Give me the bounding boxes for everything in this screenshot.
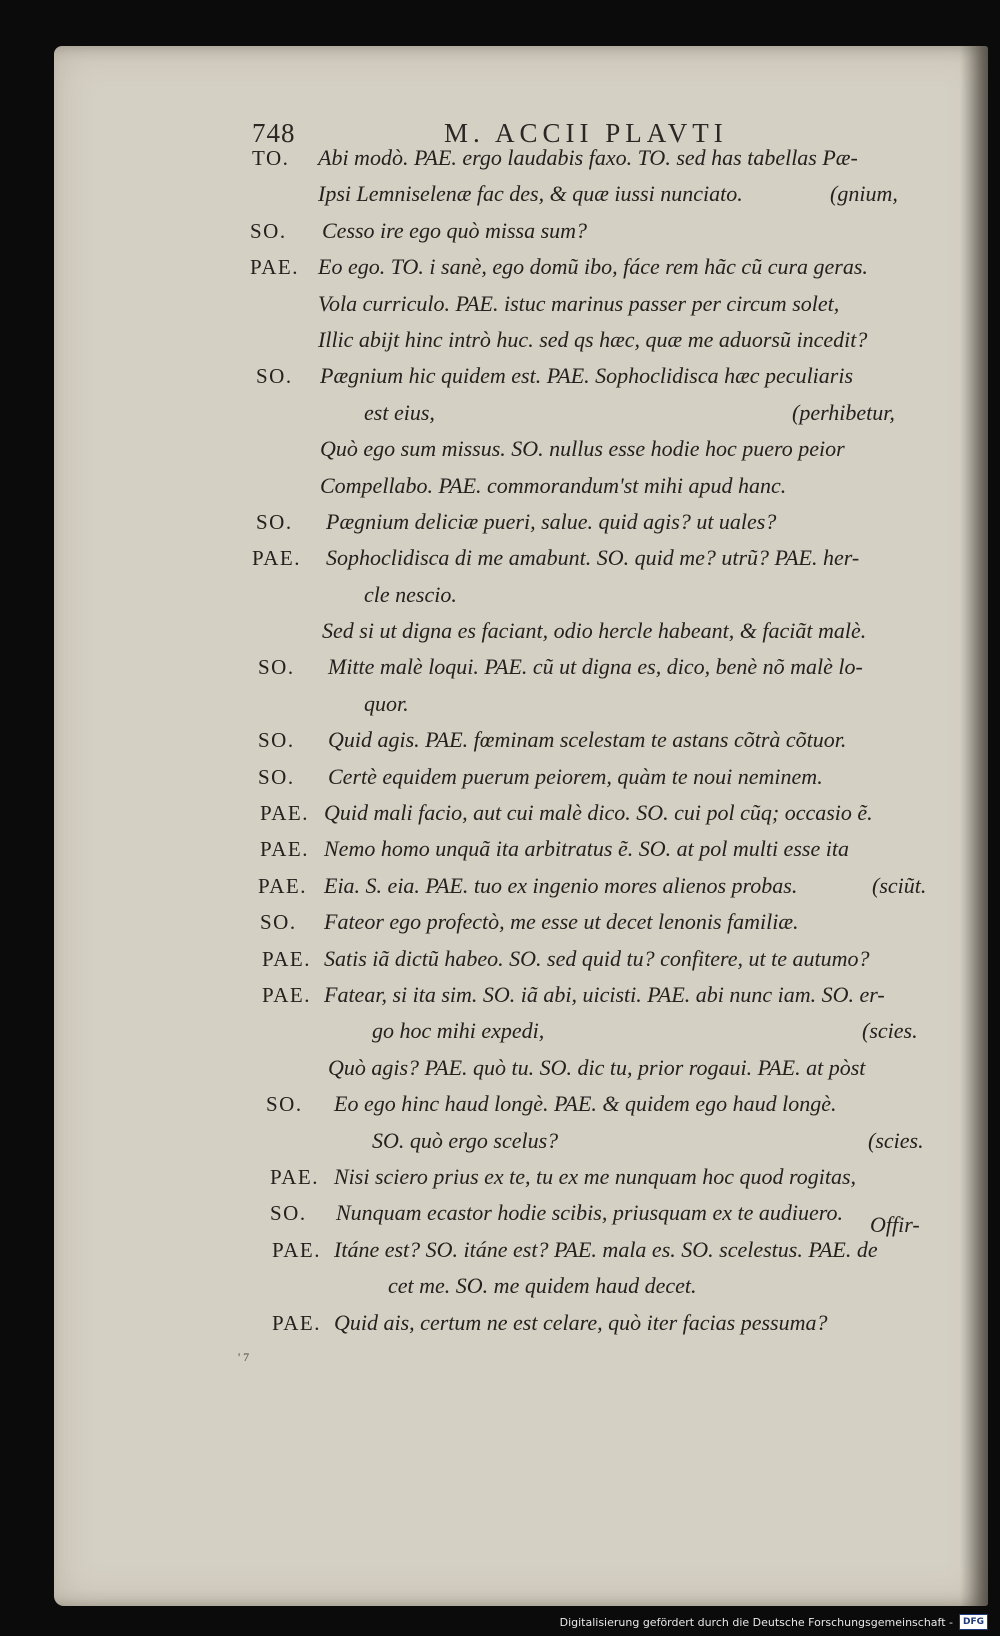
speaker-label: SO.: [258, 764, 295, 789]
speaker-label: PAE.: [258, 873, 307, 898]
dfg-logo: DFG: [959, 1614, 988, 1630]
text-line: [0, 1305, 1000, 1341]
speaker-label: PAE.: [260, 801, 309, 826]
funding-note: Digitalisierung gefördert durch die Deutsche Forschungsgemeinschaft -: [559, 1615, 953, 1629]
turnover-word: (scies.: [862, 1018, 918, 1044]
turnover-word: (scies.: [868, 1127, 924, 1153]
catchword: Offir-: [870, 1212, 920, 1237]
speaker-label: TO.: [252, 146, 290, 170]
text-line: [0, 1232, 1000, 1268]
verse-text: Nemo homo unquã ita arbitratus ẽ. SO. at pol multi esse ita: [324, 836, 849, 862]
running-title: M. ACCII PLAVTI: [444, 118, 728, 148]
text-line: [0, 1086, 1000, 1122]
verse-text: Compellabo. PAE. commorandum'st mihi apud hanc.: [320, 472, 787, 498]
text-line: [0, 249, 1000, 285]
speaker-label: PAE.: [262, 946, 311, 971]
verse-text: SO. quò ergo scelus?: [372, 1127, 559, 1153]
verse-text: Quid ais, certum ne est celare, quò iter facias pessuma?: [334, 1309, 828, 1335]
text-line: [0, 1050, 1000, 1086]
text-line: [0, 1159, 1000, 1195]
verse-text: Sed si ut digna es faciant, odio hercle habeant, & faciãt malè.: [322, 618, 867, 644]
verse-text: Eo ego hinc haud longè. PAE. & quidem ego haud longè.: [334, 1091, 837, 1117]
verse-text: Satis iã dictũ habeo. SO. sed quid tu? confitere, ut te autumo?: [324, 945, 870, 971]
text-line: [0, 286, 1000, 322]
text-line: [0, 1195, 1000, 1231]
verse-text: Nunquam ecastor hodie scibis, priusquam ex te audiuero.: [336, 1200, 843, 1226]
text-line: [0, 1013, 1000, 1049]
verse-text: Certè equidem puerum peiorem, quàm te noui neminem.: [328, 763, 823, 789]
text-line: [0, 577, 1000, 613]
verse-text: cle nescio.: [364, 581, 457, 607]
speaker-label: SO.: [260, 910, 297, 935]
turnover-word: (gnium,: [830, 181, 898, 207]
speaker-label: PAE.: [272, 1310, 321, 1335]
speaker-label: PAE.: [262, 982, 311, 1007]
verse-text: Pægnium hic quidem est. PAE. Sophoclidisca hæc peculiaris: [320, 363, 854, 389]
speaker-label: SO.: [270, 1201, 307, 1226]
speaker-label: SO.: [250, 218, 287, 243]
verse-text: quor.: [364, 690, 409, 716]
verse-text: Quò agis? PAE. quò tu. SO. dic tu, prior rogaui. PAE. at pòst: [328, 1054, 866, 1080]
text-line: [0, 504, 1000, 540]
text-line: [0, 977, 1000, 1013]
text-line: [0, 941, 1000, 977]
text-line: [0, 176, 1000, 212]
verse-text: Mitte malè loqui. PAE. cũ ut digna es, dico, benè nõ malè lo-: [328, 654, 863, 680]
verse-text: Quid mali facio, aut cui malè dico. SO. cui pol cũq; occasio ẽ.: [324, 800, 873, 826]
verse-text: Cesso ire ego quò missa sum?: [322, 217, 588, 243]
speaker-label: PAE.: [250, 255, 299, 280]
text-line: [0, 213, 1000, 249]
text-line: [0, 649, 1000, 685]
digitization-footer: [560, 1613, 988, 1631]
text-line: [0, 904, 1000, 940]
verse-text: Eo ego. TO. i sanè, ego domũ ibo, fáce rem hãc cũ cura geras.: [318, 254, 868, 280]
text-line: [0, 358, 1000, 394]
play-text: [0, 140, 1000, 1341]
text-line: [0, 395, 1000, 431]
text-line: [0, 468, 1000, 504]
verse-text: Pægnium deliciæ pueri, salue. quid agis? ut uales?: [326, 508, 777, 534]
verse-text: Sophoclidisca di me amabunt. SO. quid me? utrũ? PAE. her-: [326, 545, 860, 571]
text-line: [0, 140, 1000, 176]
verse-text: cet me. SO. me quidem haud decet.: [388, 1273, 697, 1299]
speaker-label: PAE.: [260, 837, 309, 862]
verse-text: Vola curriculo. PAE. istuc marinus passer per circum solet,: [318, 290, 840, 316]
verse-text: Ipsi Lemniselenæ fac des, & quæ iussi nunciato.: [318, 181, 743, 207]
text-line: [0, 759, 1000, 795]
text-line: [0, 1268, 1000, 1304]
verse-text: Illic abijt hinc intrò huc. sed qs hæc, quæ me aduorsũ incedit?: [318, 326, 868, 352]
margin-marks: ' 7: [238, 1350, 250, 1364]
text-line: [0, 831, 1000, 867]
text-line: [0, 1123, 1000, 1159]
verse-text: Fatear, si ita sim. SO. iã abi, uicisti. PAE. abi nunc iam. SO. er-: [324, 981, 885, 1007]
speaker-label: SO.: [256, 509, 293, 534]
speaker-label: SO.: [256, 364, 293, 389]
verse-text: Quid agis. PAE. fœminam scelestam te astans cõtrà cõtuor.: [328, 727, 847, 753]
page-number: 748: [252, 118, 296, 148]
text-line: [0, 613, 1000, 649]
verse-text: Quò ego sum missus. SO. nullus esse hodie hoc puero peior: [320, 436, 845, 462]
speaker-label: PAE.: [272, 1237, 321, 1262]
text-line: [0, 722, 1000, 758]
speaker-label: PAE.: [252, 546, 301, 571]
speaker-label: PAE.: [270, 1164, 319, 1189]
text-line: [0, 431, 1000, 467]
speaker-label: SO.: [258, 655, 295, 680]
verse-text: Fateor ego profectò, me esse ut decet lenonis familiæ.: [324, 909, 799, 935]
turnover-word: (sciũt.: [872, 872, 927, 898]
speaker-label: SO.: [258, 728, 295, 753]
verse-text: Itáne est? SO. itáne est? PAE. mala es. SO. scelestus. PAE. de: [334, 1236, 878, 1262]
verse-text: est eius,: [364, 399, 435, 425]
text-line: [0, 868, 1000, 904]
text-line: [0, 322, 1000, 358]
text-line: [0, 686, 1000, 722]
speaker-label: SO.: [266, 1092, 303, 1117]
turnover-word: (perhibetur,: [792, 399, 895, 425]
verse-text: Eia. S. eia. PAE. tuo ex ingenio mores alienos probas.: [324, 872, 798, 898]
verse-text: Nisi sciero prius ex te, tu ex me nunquam hoc quod rogitas,: [334, 1163, 857, 1189]
verse-text: Abi modò. PAE. ergo laudabis faxo. TO. sed has tabellas Pæ-: [318, 145, 858, 170]
verse-text: go hoc mihi expedi,: [372, 1018, 545, 1044]
text-line: [0, 795, 1000, 831]
text-line: [0, 540, 1000, 576]
